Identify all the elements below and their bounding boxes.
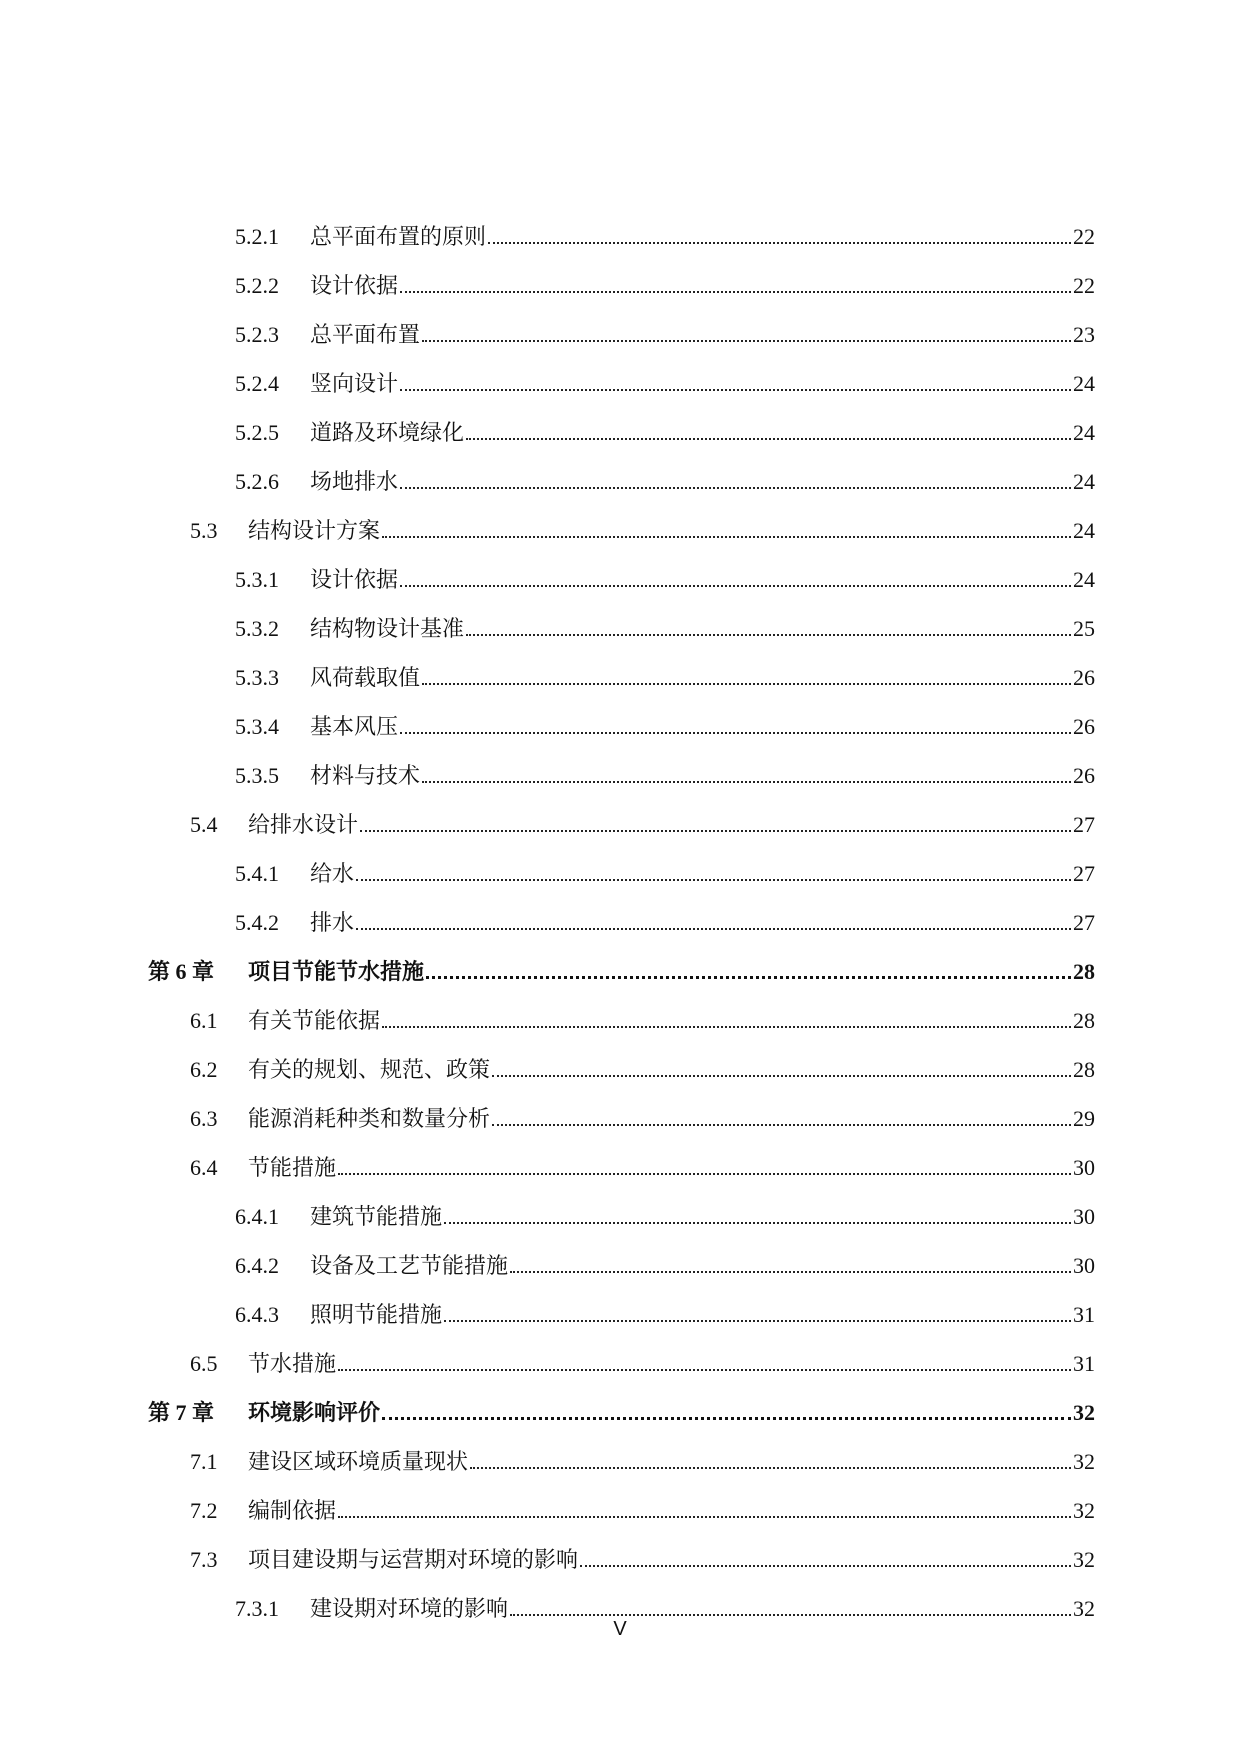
toc-dot-leader bbox=[466, 438, 1071, 440]
toc-entry-title: 建设区域环境质量现状 bbox=[248, 1449, 469, 1474]
toc-entry-title: 节水措施 bbox=[248, 1351, 337, 1376]
toc-dot-leader bbox=[488, 242, 1071, 244]
toc-entry-page: 32 bbox=[1073, 1449, 1095, 1474]
toc-entry[interactable] bbox=[148, 1279, 1095, 1328]
toc-entry-number: 5.4.2 bbox=[235, 910, 279, 935]
toc-dot-leader bbox=[356, 879, 1071, 881]
toc-dot-leader bbox=[382, 536, 1071, 538]
toc-entry-page: 26 bbox=[1073, 714, 1095, 739]
toc-entry-page: 26 bbox=[1073, 763, 1095, 788]
toc-entry-title: 项目建设期与运营期对环境的影响 bbox=[248, 1547, 579, 1572]
toc-entry-title: 有关的规划、规范、政策 bbox=[248, 1057, 491, 1082]
toc-entry-page: 26 bbox=[1073, 665, 1095, 690]
toc-entry-number: 6.4.3 bbox=[235, 1302, 279, 1327]
toc-entry-page: 31 bbox=[1073, 1351, 1095, 1376]
toc-entry-number: 5.3.1 bbox=[235, 567, 279, 592]
toc-entry[interactable] bbox=[148, 495, 1095, 544]
toc-entry[interactable] bbox=[148, 1083, 1095, 1132]
toc-entry[interactable] bbox=[148, 1230, 1095, 1279]
toc-entry-number: 7.2 bbox=[190, 1498, 218, 1523]
toc-entry-page: 32 bbox=[1073, 1596, 1095, 1621]
toc-dot-leader bbox=[338, 1516, 1071, 1518]
toc-entry[interactable] bbox=[148, 348, 1095, 397]
toc-entry-page: 32 bbox=[1073, 1498, 1095, 1523]
toc-entry-page: 22 bbox=[1073, 273, 1095, 298]
toc-entry-title: 场地排水 bbox=[310, 469, 399, 494]
toc-entry-page: 28 bbox=[1073, 1008, 1095, 1033]
toc-entry-title: 结构设计方案 bbox=[248, 518, 381, 543]
toc-entry[interactable] bbox=[148, 691, 1095, 740]
toc-dot-leader bbox=[422, 340, 1071, 342]
toc-entry[interactable] bbox=[148, 250, 1095, 299]
toc-entry-page: 22 bbox=[1073, 224, 1095, 249]
toc-entry[interactable] bbox=[148, 838, 1095, 887]
toc-entry-page: 24 bbox=[1073, 371, 1095, 396]
toc-dot-leader bbox=[400, 291, 1071, 293]
toc-entry-title: 建筑节能措施 bbox=[310, 1204, 443, 1229]
toc-dot-leader bbox=[400, 389, 1071, 391]
toc-entry-title: 设计依据 bbox=[310, 273, 399, 298]
toc-entry[interactable] bbox=[148, 299, 1095, 348]
toc-entry-number: 7.3 bbox=[190, 1547, 218, 1572]
toc-entry-page: 27 bbox=[1073, 910, 1095, 935]
toc-entry-page: 31 bbox=[1073, 1302, 1095, 1327]
toc-dot-leader bbox=[338, 1369, 1071, 1371]
toc-entry-title: 基本风压 bbox=[310, 714, 399, 739]
toc-entry-number: 5.3.5 bbox=[235, 763, 279, 788]
toc-entry-page: 30 bbox=[1073, 1204, 1095, 1229]
toc-entry-title: 设计依据 bbox=[310, 567, 399, 592]
toc-entry-page: 32 bbox=[1073, 1547, 1095, 1572]
toc-dot-leader bbox=[422, 683, 1071, 685]
toc-entry-title: 节能措施 bbox=[248, 1155, 337, 1180]
toc-entry[interactable] bbox=[148, 593, 1095, 642]
toc-entry-page: 30 bbox=[1073, 1253, 1095, 1278]
toc-entry-number: 6.4.2 bbox=[235, 1253, 279, 1278]
toc-entry-number: 6.3 bbox=[190, 1106, 218, 1131]
toc-entry-title: 总平面布置的原则 bbox=[310, 224, 487, 249]
toc-dot-leader bbox=[510, 1614, 1071, 1616]
toc-entry[interactable] bbox=[148, 1034, 1095, 1083]
toc-entry-number: 5.4 bbox=[190, 812, 218, 837]
toc-entry-number: 6.4.1 bbox=[235, 1204, 279, 1229]
toc-dot-leader bbox=[466, 634, 1071, 636]
toc-dot-leader bbox=[400, 585, 1071, 587]
toc-entry-page: 28 bbox=[1073, 1057, 1095, 1082]
toc-dot-leader bbox=[338, 1173, 1071, 1175]
toc-entry[interactable] bbox=[148, 1573, 1095, 1622]
toc-entry-title: 总平面布置 bbox=[310, 322, 421, 347]
toc-entry-number: 5.3.4 bbox=[235, 714, 279, 739]
toc-entry[interactable] bbox=[148, 642, 1095, 691]
toc-entry-page: 24 bbox=[1073, 567, 1095, 592]
toc-entry-number: 6.5 bbox=[190, 1351, 218, 1376]
toc-entry-number: 5.2.4 bbox=[235, 371, 279, 396]
toc-entry[interactable] bbox=[148, 1426, 1095, 1475]
toc-entry-number: 5.3.3 bbox=[235, 665, 279, 690]
toc-entry[interactable] bbox=[148, 397, 1095, 446]
toc-entry[interactable] bbox=[148, 1475, 1095, 1524]
toc-entry-number: 5.4.1 bbox=[235, 861, 279, 886]
toc-entry-number: 5.2.2 bbox=[235, 273, 279, 298]
toc-entry-title: 建设期对环境的影响 bbox=[310, 1596, 509, 1621]
toc-dot-leader bbox=[360, 830, 1071, 832]
toc-entry-number: 5.2.5 bbox=[235, 420, 279, 445]
toc-entry-page: 25 bbox=[1073, 616, 1095, 641]
toc-entry[interactable] bbox=[148, 789, 1095, 838]
toc-dot-leader bbox=[580, 1565, 1071, 1567]
toc-entry-title: 排水 bbox=[310, 910, 355, 935]
toc-entry-title: 给排水设计 bbox=[248, 812, 359, 837]
toc-dot-leader bbox=[356, 928, 1071, 930]
toc-entry-page: 24 bbox=[1073, 469, 1095, 494]
table-of-contents bbox=[148, 201, 1095, 1622]
toc-entry-page: 29 bbox=[1073, 1106, 1095, 1131]
toc-entry-title: 能源消耗种类和数量分析 bbox=[248, 1106, 491, 1131]
toc-entry-page: 24 bbox=[1073, 420, 1095, 445]
toc-entry-title: 有关节能依据 bbox=[248, 1008, 381, 1033]
toc-entry[interactable] bbox=[148, 544, 1095, 593]
toc-entry-title: 设备及工艺节能措施 bbox=[310, 1253, 509, 1278]
toc-entry[interactable] bbox=[148, 1377, 1095, 1426]
toc-entry-title: 给水 bbox=[310, 861, 355, 886]
toc-dot-leader bbox=[382, 1026, 1071, 1028]
toc-entry[interactable] bbox=[148, 936, 1095, 985]
toc-entry[interactable] bbox=[148, 1132, 1095, 1181]
toc-entry-number: 6.1 bbox=[190, 1008, 218, 1033]
toc-entry-number: 5.2.1 bbox=[235, 224, 279, 249]
toc-entry[interactable] bbox=[148, 740, 1095, 789]
toc-entry-page: 27 bbox=[1073, 812, 1095, 837]
toc-entry-number: 5.3.2 bbox=[235, 616, 279, 641]
toc-entry-title: 项目节能节水措施 bbox=[248, 959, 425, 984]
toc-entry-title: 照明节能措施 bbox=[310, 1302, 443, 1327]
toc-entry-title: 编制依据 bbox=[248, 1498, 337, 1523]
toc-dot-leader bbox=[400, 487, 1071, 489]
toc-dot-leader bbox=[426, 976, 1071, 979]
toc-entry[interactable] bbox=[148, 201, 1095, 250]
toc-dot-leader bbox=[492, 1075, 1071, 1077]
toc-entry-title: 环境影响评价 bbox=[248, 1400, 381, 1425]
toc-entry-title: 竖向设计 bbox=[310, 371, 399, 396]
toc-entry[interactable] bbox=[148, 985, 1095, 1034]
toc-entry-number: 5.2.6 bbox=[235, 469, 279, 494]
toc-dot-leader bbox=[382, 1417, 1071, 1420]
toc-entry-page: 24 bbox=[1073, 518, 1095, 543]
page-number: V bbox=[613, 1618, 627, 1640]
toc-entry-title: 材料与技术 bbox=[310, 763, 421, 788]
toc-dot-leader bbox=[422, 781, 1071, 783]
toc-entry-number: 7.1 bbox=[190, 1449, 218, 1474]
toc-entry-title: 风荷载取值 bbox=[310, 665, 421, 690]
toc-entry-number: 5.3 bbox=[190, 518, 218, 543]
toc-entry-number: 5.2.3 bbox=[235, 322, 279, 347]
toc-entry-number: 6.4 bbox=[190, 1155, 218, 1180]
toc-entry[interactable] bbox=[148, 1328, 1095, 1377]
toc-entry-number: 6.2 bbox=[190, 1057, 218, 1082]
toc-entry[interactable] bbox=[148, 1181, 1095, 1230]
toc-dot-leader bbox=[444, 1320, 1071, 1322]
toc-entry-page: 23 bbox=[1073, 322, 1095, 347]
toc-entry-page: 28 bbox=[1073, 959, 1095, 984]
toc-entry-page: 32 bbox=[1073, 1400, 1095, 1425]
toc-dot-leader bbox=[470, 1467, 1071, 1469]
toc-dot-leader bbox=[444, 1222, 1071, 1224]
toc-entry-number: 第 6 章 bbox=[148, 959, 215, 984]
toc-entry-number: 7.3.1 bbox=[235, 1596, 279, 1621]
toc-entry-page: 30 bbox=[1073, 1155, 1095, 1180]
toc-entry-title: 道路及环境绿化 bbox=[310, 420, 465, 445]
toc-entry[interactable] bbox=[148, 1524, 1095, 1573]
toc-entry-page: 27 bbox=[1073, 861, 1095, 886]
toc-dot-leader bbox=[510, 1271, 1071, 1273]
toc-entry[interactable] bbox=[148, 446, 1095, 495]
toc-dot-leader bbox=[400, 732, 1071, 734]
toc-entry-title: 结构物设计基准 bbox=[310, 616, 465, 641]
toc-dot-leader bbox=[492, 1124, 1071, 1126]
toc-entry-number: 第 7 章 bbox=[148, 1400, 215, 1425]
toc-entry[interactable] bbox=[148, 887, 1095, 936]
